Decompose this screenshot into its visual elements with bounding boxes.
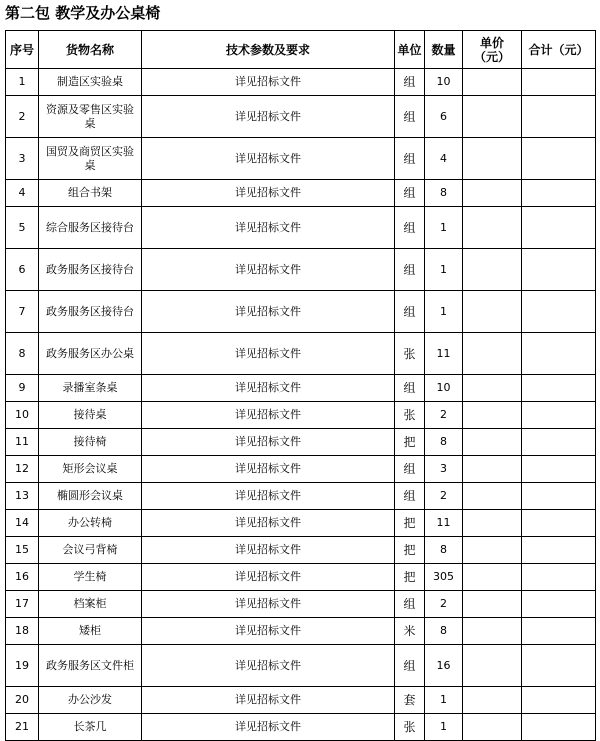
cell-name: 组合书架: [39, 180, 142, 207]
cell-total: [522, 483, 596, 510]
cell-spec: 详见招标文件: [142, 645, 395, 687]
cell-name: 国贸及商贸区实验桌: [39, 138, 142, 180]
cell-seq: 10: [6, 402, 39, 429]
cell-name: 政务服务区接待台: [39, 249, 142, 291]
cell-total: [522, 138, 596, 180]
cell-qty: 6: [425, 96, 463, 138]
cell-spec: 详见招标文件: [142, 402, 395, 429]
cell-qty: 4: [425, 138, 463, 180]
header-seq: 序号: [6, 31, 39, 69]
cell-seq: 20: [6, 687, 39, 714]
cell-price: [463, 249, 522, 291]
cell-total: [522, 537, 596, 564]
table-row: [6, 207, 596, 249]
table-row: [6, 96, 596, 138]
cell-name: 矩形会议桌: [39, 456, 142, 483]
cell-unit: 组: [395, 180, 425, 207]
cell-unit: 组: [395, 138, 425, 180]
cell-name: 综合服务区接待台: [39, 207, 142, 249]
cell-unit: 套: [395, 687, 425, 714]
cell-price: [463, 138, 522, 180]
cell-name: 档案柜: [39, 591, 142, 618]
cell-spec: 详见招标文件: [142, 375, 395, 402]
cell-unit: 组: [395, 207, 425, 249]
cell-spec: 详见招标文件: [142, 564, 395, 591]
cell-qty: 2: [425, 483, 463, 510]
cell-total: [522, 180, 596, 207]
cell-total: [522, 96, 596, 138]
cell-spec: 详见招标文件: [142, 456, 395, 483]
cell-seq: 15: [6, 537, 39, 564]
cell-seq: 2: [6, 96, 39, 138]
cell-spec: 详见招标文件: [142, 537, 395, 564]
cell-name: 资源及零售区实验桌: [39, 96, 142, 138]
cell-spec: 详见招标文件: [142, 138, 395, 180]
table-row: [6, 591, 596, 618]
cell-name: 椭圆形会议桌: [39, 483, 142, 510]
cell-price: [463, 687, 522, 714]
cell-total: [522, 69, 596, 96]
table-row: [6, 714, 596, 741]
table-row: [6, 618, 596, 645]
cell-name: 政务服务区接待台: [39, 291, 142, 333]
page-title: 第二包 教学及办公桌椅: [5, 4, 161, 22]
cell-unit: 组: [395, 483, 425, 510]
cell-total: [522, 564, 596, 591]
cell-price: [463, 333, 522, 375]
cell-qty: 1: [425, 207, 463, 249]
cell-seq: 11: [6, 429, 39, 456]
cell-qty: 1: [425, 249, 463, 291]
cell-spec: 详见招标文件: [142, 207, 395, 249]
table-row: [6, 180, 596, 207]
cell-price: [463, 96, 522, 138]
table-row: [6, 429, 596, 456]
table-row: [6, 333, 596, 375]
table-row: [6, 375, 596, 402]
header-spec: 技术参数及要求: [142, 31, 395, 69]
cell-seq: 8: [6, 333, 39, 375]
cell-qty: 16: [425, 645, 463, 687]
cell-total: [522, 510, 596, 537]
cell-unit: 把: [395, 537, 425, 564]
cell-spec: 详见招标文件: [142, 714, 395, 741]
table-row: [6, 645, 596, 687]
cell-price: [463, 537, 522, 564]
cell-price: [463, 714, 522, 741]
header-total: 合计（元）: [522, 31, 596, 69]
table-body: [6, 69, 596, 741]
cell-qty: 10: [425, 69, 463, 96]
cell-seq: 1: [6, 69, 39, 96]
cell-name: 接待桌: [39, 402, 142, 429]
cell-qty: 2: [425, 402, 463, 429]
cell-qty: 8: [425, 429, 463, 456]
cell-spec: 详见招标文件: [142, 618, 395, 645]
cell-price: [463, 429, 522, 456]
cell-seq: 21: [6, 714, 39, 741]
cell-seq: 19: [6, 645, 39, 687]
cell-spec: 详见招标文件: [142, 510, 395, 537]
cell-qty: 11: [425, 333, 463, 375]
cell-qty: 1: [425, 687, 463, 714]
cell-price: [463, 483, 522, 510]
cell-total: [522, 591, 596, 618]
table-row: [6, 138, 596, 180]
cell-qty: 8: [425, 537, 463, 564]
cell-name: 录播室条桌: [39, 375, 142, 402]
cell-seq: 9: [6, 375, 39, 402]
cell-name: 政务服务区办公桌: [39, 333, 142, 375]
table-row: [6, 456, 596, 483]
cell-total: [522, 687, 596, 714]
cell-spec: 详见招标文件: [142, 591, 395, 618]
cell-spec: 详见招标文件: [142, 333, 395, 375]
cell-total: [522, 456, 596, 483]
table-row: [6, 564, 596, 591]
cell-seq: 14: [6, 510, 39, 537]
header-qty: 数量: [425, 31, 463, 69]
cell-total: [522, 402, 596, 429]
cell-spec: 详见招标文件: [142, 687, 395, 714]
cell-seq: 3: [6, 138, 39, 180]
cell-name: 办公转椅: [39, 510, 142, 537]
cell-price: [463, 69, 522, 96]
cell-unit: 把: [395, 510, 425, 537]
cell-total: [522, 291, 596, 333]
cell-name: 会议弓背椅: [39, 537, 142, 564]
cell-unit: 组: [395, 456, 425, 483]
cell-spec: 详见招标文件: [142, 429, 395, 456]
table-row: [6, 69, 596, 96]
cell-unit: 把: [395, 564, 425, 591]
cell-name: 矮柜: [39, 618, 142, 645]
cell-qty: 3: [425, 456, 463, 483]
cell-unit: 组: [395, 591, 425, 618]
cell-spec: 详见招标文件: [142, 483, 395, 510]
cell-qty: 10: [425, 375, 463, 402]
cell-total: [522, 249, 596, 291]
cell-seq: 4: [6, 180, 39, 207]
cell-qty: 1: [425, 714, 463, 741]
cell-price: [463, 564, 522, 591]
cell-seq: 13: [6, 483, 39, 510]
cell-seq: 6: [6, 249, 39, 291]
cell-qty: 2: [425, 591, 463, 618]
cell-price: [463, 291, 522, 333]
cell-total: [522, 714, 596, 741]
cell-qty: 1: [425, 291, 463, 333]
table-row: [6, 687, 596, 714]
cell-spec: 详见招标文件: [142, 291, 395, 333]
cell-price: [463, 456, 522, 483]
cell-qty: 8: [425, 618, 463, 645]
cell-seq: 16: [6, 564, 39, 591]
cell-seq: 17: [6, 591, 39, 618]
cell-unit: 张: [395, 402, 425, 429]
cell-unit: 组: [395, 375, 425, 402]
table-row: [6, 402, 596, 429]
cell-spec: 详见招标文件: [142, 180, 395, 207]
cell-name: 学生椅: [39, 564, 142, 591]
cell-unit: 组: [395, 96, 425, 138]
cell-total: [522, 645, 596, 687]
cell-unit: 组: [395, 645, 425, 687]
cell-price: [463, 180, 522, 207]
goods-table: [5, 30, 596, 741]
cell-seq: 5: [6, 207, 39, 249]
cell-price: [463, 510, 522, 537]
cell-price: [463, 375, 522, 402]
cell-price: [463, 591, 522, 618]
table-row: [6, 291, 596, 333]
cell-unit: 张: [395, 333, 425, 375]
cell-name: 办公沙发: [39, 687, 142, 714]
table-row: [6, 249, 596, 291]
header-unit: 单位: [395, 31, 425, 69]
cell-unit: 组: [395, 291, 425, 333]
cell-total: [522, 333, 596, 375]
cell-name: 政务服务区文件柜: [39, 645, 142, 687]
cell-total: [522, 207, 596, 249]
cell-price: [463, 207, 522, 249]
cell-name: 长茶几: [39, 714, 142, 741]
cell-qty: 11: [425, 510, 463, 537]
cell-unit: 组: [395, 249, 425, 291]
cell-seq: 12: [6, 456, 39, 483]
cell-unit: 张: [395, 714, 425, 741]
cell-name: 制造区实验桌: [39, 69, 142, 96]
cell-spec: 详见招标文件: [142, 69, 395, 96]
cell-seq: 18: [6, 618, 39, 645]
cell-unit: 组: [395, 69, 425, 96]
cell-name: 接待椅: [39, 429, 142, 456]
table-row: [6, 510, 596, 537]
cell-qty: 8: [425, 180, 463, 207]
table-row: [6, 483, 596, 510]
cell-unit: 把: [395, 429, 425, 456]
cell-unit: 米: [395, 618, 425, 645]
cell-price: [463, 618, 522, 645]
header-price: 单价（元）: [463, 31, 522, 69]
table-row: [6, 537, 596, 564]
cell-qty: 305: [425, 564, 463, 591]
header-name: 货物名称: [39, 31, 142, 69]
cell-spec: 详见招标文件: [142, 96, 395, 138]
cell-total: [522, 375, 596, 402]
cell-price: [463, 645, 522, 687]
cell-total: [522, 618, 596, 645]
table-header-row: [6, 31, 596, 69]
cell-price: [463, 402, 522, 429]
cell-seq: 7: [6, 291, 39, 333]
cell-total: [522, 429, 596, 456]
cell-spec: 详见招标文件: [142, 249, 395, 291]
